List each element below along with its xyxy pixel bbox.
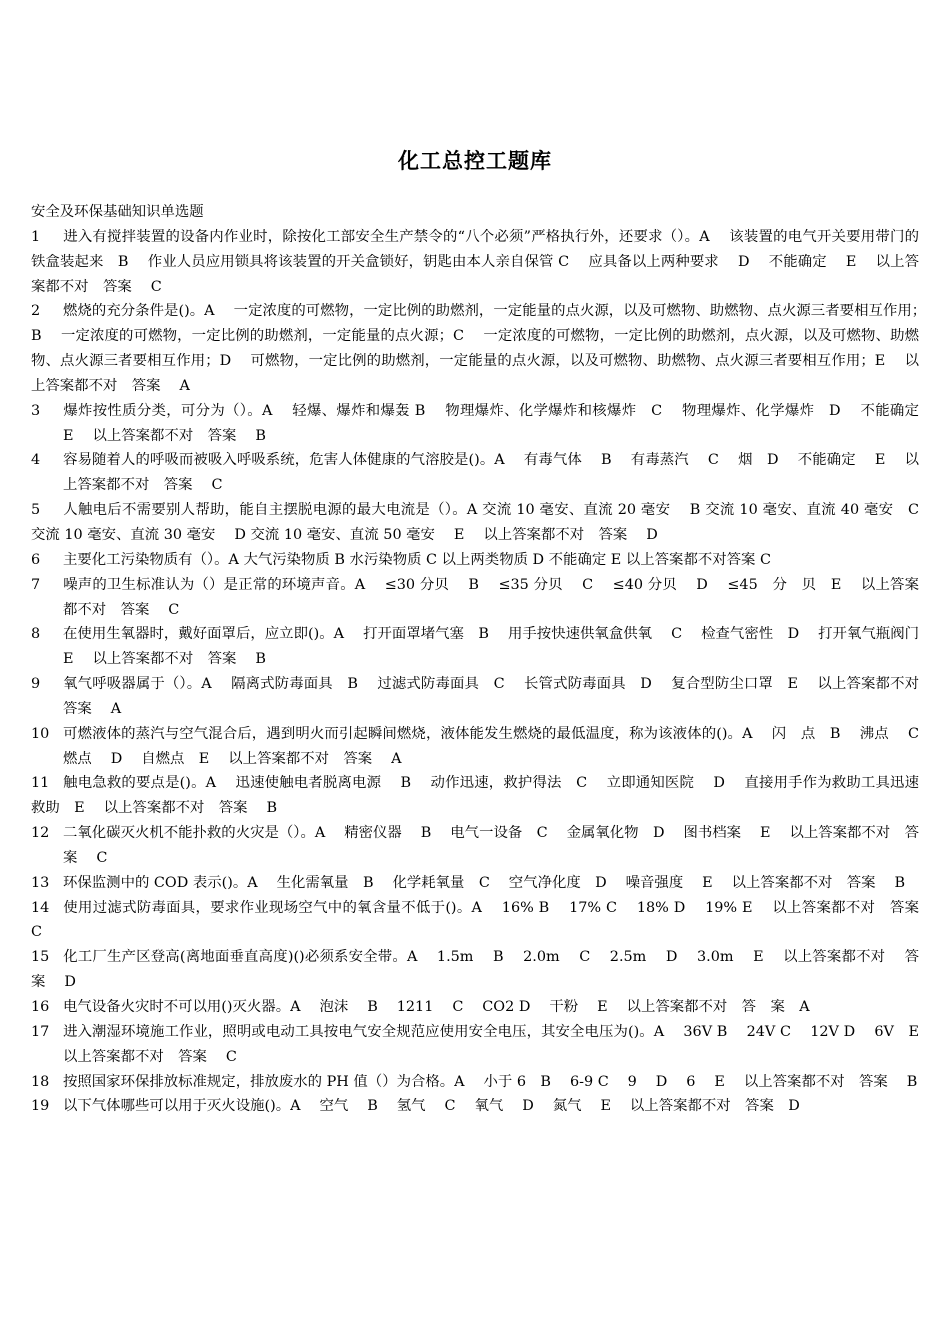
question-number: 5	[31, 502, 41, 519]
question-number: 10	[31, 725, 50, 742]
question-text: 可燃液体的蒸汽与空气混合后，遇到明火而引起瞬间燃烧，液体能发生燃烧的最低温度，称为该液体的()。A 闪 点 B 沸点 C 燃点 D 自燃点 E 以上答案都不对 答案 A	[63, 725, 938, 767]
question-number: 14	[31, 899, 50, 916]
question-number: 11	[31, 775, 50, 792]
question-text: 爆炸按性质分类，可分为（）。A 轻爆、爆炸和爆轰 B 物理爆炸、化学爆炸和核爆炸 C 物理爆炸、化学爆炸 D 不能确定 E 以上答案都不对 答案 B	[63, 402, 938, 444]
question-number: 8	[31, 626, 41, 643]
question-number: 19	[31, 1098, 50, 1115]
question-text: 使用过滤式防毒面具，要求作业现场空气中的氧含量不低于()。A 16% B 17% C 18% D 19% E 以上答案都不对 答案 C	[31, 899, 938, 941]
question-item	[31, 995, 919, 1020]
question-item	[31, 548, 919, 573]
question-text: 人触电后不需要别人帮助，能自主摆脱电源的最大电流是（）。A 交流 10 毫安、直流 20 毫安 B 交流 10 毫安、直流 40 毫安 C 交流 10 毫安、直流 30 毫安 D 交流 10 毫安、直流 50 毫安 E 以上答案都不对 答案 D	[31, 502, 919, 543]
section-heading: 安全及环保基础知识单选题	[31, 204, 204, 220]
question-text: 在使用生氧器时，戴好面罩后，应立即()。A 打开面罩堵气塞 B 用手按快速供氧盒供氧 C 检查气密性 D 打开氧气瓶阀门 E 以上答案都不对 答案 B	[63, 626, 934, 668]
question-item	[31, 498, 919, 548]
question-item	[31, 896, 938, 946]
question-number: 18	[31, 1073, 50, 1090]
question-item	[31, 1020, 938, 1070]
question-text: 以下气体哪些可以用于灭火设施()。A 空气 B 氢气 C 氧气 D 氮气 E 以上答案都不对 答案 D	[63, 1098, 800, 1115]
question-item	[31, 821, 919, 871]
document-body	[31, 200, 938, 1119]
question-item	[31, 771, 919, 821]
question-item	[31, 573, 919, 623]
question-number: 15	[31, 949, 50, 966]
question-item	[31, 225, 919, 300]
question-text: 容易随着人的呼吸而被吸入呼吸系统，危害人体健康的气溶胶是()。A 有毒气体 B 有毒蒸汽 C 烟 D 不能确定 E 以上答案都不对 答案 C	[63, 452, 919, 494]
question-text: 燃烧的充分条件是()。A 一定浓度的可燃物，一定比例的助燃剂，一定能量的点火源，以及可燃物、助燃物、点火源三者要相互作用； B 一定浓度的可燃物，一定比例的助燃剂，一定能量的点火源；C 一定浓度的可燃物，一定比例的助燃剂，点火源，以及可燃物、助燃物、点火源三者要相互作用；D 可燃物，一定比例的助燃剂，一定能量的点火源，以及可燃物、助燃物、点火源三者要相互作用；E 以上答案都不对 答案 A	[31, 303, 934, 394]
question-number: 3	[31, 402, 41, 419]
question-list	[31, 225, 938, 1119]
question-number: 7	[31, 576, 41, 593]
question-number: 1	[31, 228, 41, 245]
question-text: 噪声的卫生标准认为（）是正常的环境声音。A ≤30 分贝 B ≤35 分贝 C ≤40 分贝 D ≤45 分 贝 E 以上答案都不对 答案 C	[63, 576, 919, 618]
question-number: 13	[31, 874, 50, 891]
question-text: 进入有搅拌装置的设备内作业时，除按化工部安全生产禁令的“八个必须”严格执行外，还要求（）。A 该装置的电气开关要用带门的铁盒装起来 B 作业人员应用锁具将该装置的开关盒锁好，钥匙由本人亲自保管 C 应具备以上两种要求 D 不能确定 E 以上答案都不对 答案 C	[31, 228, 919, 295]
question-number: 4	[31, 452, 41, 469]
question-text: 二氧化碳灭火机不能扑救的火灾是（）。A 精密仪器 B 电气一设备 C 金属氧化物 D 图书档案 E 以上答案都不对 答案 C	[63, 825, 919, 866]
question-text: 环保监测中的 COD 表示()。A 生化需氧量 B 化学耗氧量 C 空气净化度 D 噪音强度 E 以上答案都不对 答案 B	[63, 874, 906, 891]
question-number: 9	[31, 676, 41, 693]
question-item	[31, 672, 934, 722]
question-text: 触电急救的要点是()。A 迅速使触电者脱离电源 B 动作迅速，救护得法 C 立即通知医院 D 直接用手作为救助工具迅速救助 E 以上答案都不对 答案 B	[31, 775, 919, 817]
question-text: 电气设备火灾时不可以用()灭火器。A 泡沫 B 1211 C CO2 D 干粉 E 以上答案都不对 答 案 A	[63, 999, 810, 1015]
question-text: 氧气呼吸器属于（）。A 隔离式防毒面具 B 过滤式防毒面具 C 长管式防毒面具 D 复合型防尘口罩 E 以上答案都不对 答案 A	[63, 676, 934, 717]
question-item	[31, 622, 934, 672]
question-item	[31, 399, 938, 449]
question-item	[31, 1094, 919, 1119]
question-number: 16	[31, 999, 50, 1015]
question-number: 17	[31, 1023, 50, 1040]
question-text: 化工厂生产区登高(离地面垂直高度)()必须系安全带。A 1.5m B 2.0m C 2.5m D 3.0m E 以上答案都不对 答案 D	[31, 949, 919, 991]
question-number: 12	[31, 825, 50, 842]
question-item	[31, 871, 919, 896]
question-text: 按照国家环保排放标准规定，排放废水的 PH 值（）为合格。A 小于 6 B 6-9 C 9 D 6 E 以上答案都不对 答案 B	[63, 1073, 918, 1090]
question-text: 主要化工污染物质有（）。A 大气污染物质 B 水污染物质 C 以上两类物质 D 不能确定 E 以上答案都不对答案 C	[63, 551, 771, 568]
question-item	[31, 299, 934, 398]
question-text: 进入潮湿环境施工作业，照明或电动工具按电气安全规范应使用安全电压，其安全电压为()。A 36V B 24V C 12V D 6V E 以上答案都不对 答案 C	[63, 1023, 938, 1065]
question-item	[31, 945, 919, 995]
question-item	[31, 722, 938, 772]
document-title: 化工总控工题库	[398, 149, 552, 173]
question-item	[31, 448, 919, 498]
question-number: 6	[31, 551, 41, 568]
question-number: 2	[31, 303, 41, 320]
question-item	[31, 1070, 919, 1095]
